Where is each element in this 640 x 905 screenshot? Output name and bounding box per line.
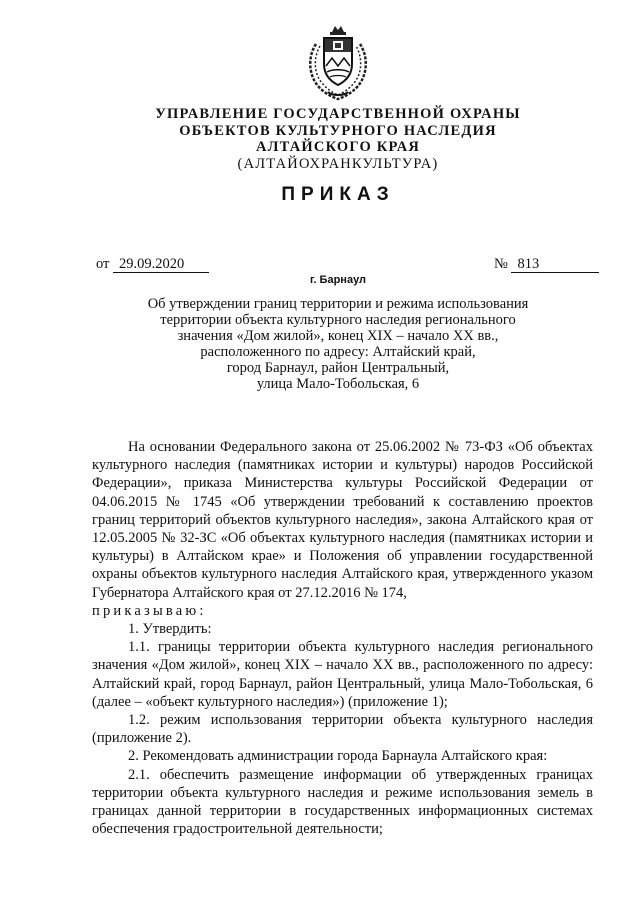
date-value: 29.09.2020 bbox=[113, 257, 209, 273]
org-name-line-3: АЛТАЙСКОГО КРАЯ bbox=[255, 139, 421, 155]
order-body bbox=[92, 438, 593, 838]
preamble-paragraph: На основании Федерального закона от 25.06.2002 № 73-ФЗ «Об объектах культурного наследия (памятниках истории и культуры) народов Российской Федерации», приказа Министерства культуры Российской Федерации от 04.06.2015 № 1745 «Об утверждении требований к составлению проектов границ территорий объектов культурного наследия», закона Алтайского края от 12.05.2005 № 32-ЗС «Об объектах культурного наследия (памятниках истории и культуры) в Алтайском крае» и Положения об управлении государственной охраны объектов культурного наследия Алтайского края, утвержденного указом Губернатора Алтайского края от 27.12.2016 № 174, bbox=[92, 439, 593, 601]
order-subject bbox=[0, 296, 640, 392]
item-2-1: 2.1. обеспечить размещение информации об утвержденных границах территории объекта культурного наследия и режиме использования земель в границах данной территории в государственных информационных системах обеспечения градостроительной деятельности; bbox=[92, 766, 593, 838]
item-1-2: 1.2. режим использования территории объекта культурного наследия (приложение 2). bbox=[92, 712, 593, 747]
order-date bbox=[96, 256, 209, 273]
number-prefix: № bbox=[494, 256, 508, 272]
org-name-line-2: ОБЪЕКТОВ КУЛЬТУРНОГО НАСЛЕДИЯ bbox=[179, 122, 497, 139]
order-number bbox=[494, 256, 599, 273]
order-word bbox=[92, 602, 593, 620]
number-value: 813 bbox=[511, 257, 599, 273]
organization-header bbox=[0, 106, 640, 173]
item-2: 2. Рекомендовать администрации города Барнаула Алтайского края: bbox=[128, 748, 548, 765]
subject-line: улица Мало-Тобольская, 6 bbox=[256, 376, 420, 392]
item-1-1: 1.1. границы территории объекта культурного наследия регионального значения «Дом жилой», конец XIX – начало XX вв., расположенного по адресу: Алтайский край, город Барнаул, район Центральный, улица Мало-Тобольская, 6 (далее – «объект культурного наследия») (приложение 1); bbox=[92, 639, 593, 710]
altai-coat-of-arms-icon bbox=[302, 22, 374, 102]
document-title: ПРИКАЗ bbox=[281, 184, 395, 205]
org-name-line-1: УПРАВЛЕНИЕ ГОСУДАРСТВЕННОЙ ОХРАНЫ bbox=[155, 106, 521, 122]
city-name: г. Барнаул bbox=[309, 274, 367, 286]
date-prefix: от bbox=[96, 256, 110, 272]
order-word-text: приказываю: bbox=[92, 602, 207, 619]
subject-line: расположенного по адресу: Алтайский край, bbox=[200, 344, 476, 360]
subject-line: Об утверждении границ территории и режима использования bbox=[147, 296, 529, 312]
subject-line: территории объекта культурного наследия регионального bbox=[160, 312, 516, 328]
subject-line: значения «Дом жилой», конец XIX – начало XX вв., bbox=[177, 328, 499, 344]
item-1: 1. Утвердить: bbox=[128, 621, 212, 638]
org-short-name: (АЛТАЙОХРАНКУЛЬТУРА) bbox=[237, 155, 439, 172]
subject-line: город Барнаул, район Центральный, bbox=[226, 360, 450, 376]
